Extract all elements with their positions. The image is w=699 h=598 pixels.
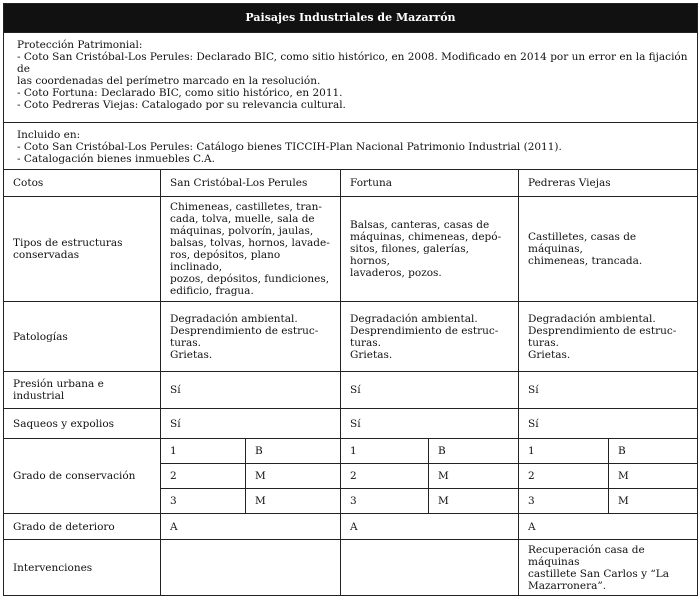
row-label: Intervenciones <box>4 540 161 596</box>
cell: 3 <box>341 489 429 514</box>
cell: 1 <box>519 439 609 464</box>
cell: 1 <box>341 439 429 464</box>
cell: M <box>246 489 341 514</box>
header-cotos: Cotos <box>4 170 161 197</box>
cell: 2 <box>161 464 246 489</box>
cell: Sí <box>519 409 698 439</box>
cell: A <box>161 514 341 540</box>
table-row <box>4 302 698 372</box>
row-label: Grado de conservación <box>4 439 161 514</box>
cell: Degradación ambiental. Desprendimiento de estruc- turas. Grietas. <box>519 302 698 372</box>
cell <box>161 540 341 596</box>
cell: A <box>519 514 698 540</box>
row-label: Tipos de estructuras conservadas <box>4 197 161 302</box>
cell: M <box>246 464 341 489</box>
cell: M <box>429 464 519 489</box>
cell: M <box>429 489 519 514</box>
header-pedreras-viejas: Pedreras Viejas <box>519 170 698 197</box>
table-row <box>4 372 698 409</box>
cell: Chimeneas, castilletes, tran- cada, tolva, muelle, sala de máquinas, polvorín, jaulas, balsas, tolvas, hornos, lavade- ros, depósitos, plano inclinado, pozos, depósitos, fundiciones, edificio, fragua. <box>161 197 341 302</box>
cell: Recuperación casa de máquinas castillete San Carlos y “La Mazarronera”. <box>519 540 698 596</box>
header-san-cristobal: San Cristóbal-Los Perules <box>161 170 341 197</box>
cell: M <box>609 489 698 514</box>
header-fortuna: Fortuna <box>341 170 519 197</box>
table-row <box>4 409 698 439</box>
row-label: Saqueos y expolios <box>4 409 161 439</box>
cell: Sí <box>341 372 519 409</box>
cell: B <box>246 439 341 464</box>
cell: Sí <box>161 409 341 439</box>
cell: Balsas, canteras, casas de máquinas, chimeneas, depó- sitos, filones, galerías, hornos, lavaderos, pozos. <box>341 197 519 302</box>
header-row <box>4 170 698 197</box>
cell: A <box>341 514 519 540</box>
row-label: Patologías <box>4 302 161 372</box>
cell: 3 <box>161 489 246 514</box>
cell: Sí <box>341 409 519 439</box>
heritage-protection: Protección Patrimonial: - Coto San Cristóbal-Los Perules: Declarado BIC, como sitio histórico, en 2008. Modificado en 2014 por un error en la fijación de las coordenadas del perímetro marcado en la resolución. - Coto Fortuna: Declarado BIC, como sitio histórico, en 2011. - Coto Pedreras Viejas: Catalogado por su relevancia cultural. <box>4 33 698 123</box>
cell: 2 <box>519 464 609 489</box>
cell: M <box>609 464 698 489</box>
cell: 1 <box>161 439 246 464</box>
included-in: Incluido en: - Coto San Cristóbal-Los Perules: Catálogo bienes TICCIH-Plan Nacional Patrimonio Industrial (2011). - Catalogación bienes inmuebles C.A. <box>4 123 698 170</box>
table-row <box>4 197 698 302</box>
table-title: Paisajes Industriales de Mazarrón <box>4 4 698 33</box>
table-row <box>4 514 698 540</box>
cell: Degradación ambiental. Desprendimiento de estruc- turas. Grietas. <box>161 302 341 372</box>
cell: B <box>609 439 698 464</box>
industrial-landscapes-table <box>3 3 698 596</box>
cell: Sí <box>161 372 341 409</box>
cell: B <box>429 439 519 464</box>
table-row <box>4 540 698 596</box>
cell: Degradación ambiental. Desprendimiento de estruc- turas. Grietas. <box>341 302 519 372</box>
cell: Castilletes, casas de máquinas, chimeneas, trancada. <box>519 197 698 302</box>
row-label: Presión urbana e industrial <box>4 372 161 409</box>
cell: 2 <box>341 464 429 489</box>
table-row <box>4 439 698 464</box>
cell <box>341 540 519 596</box>
row-label: Grado de deterioro <box>4 514 161 540</box>
cell: 3 <box>519 489 609 514</box>
cell: Sí <box>519 372 698 409</box>
